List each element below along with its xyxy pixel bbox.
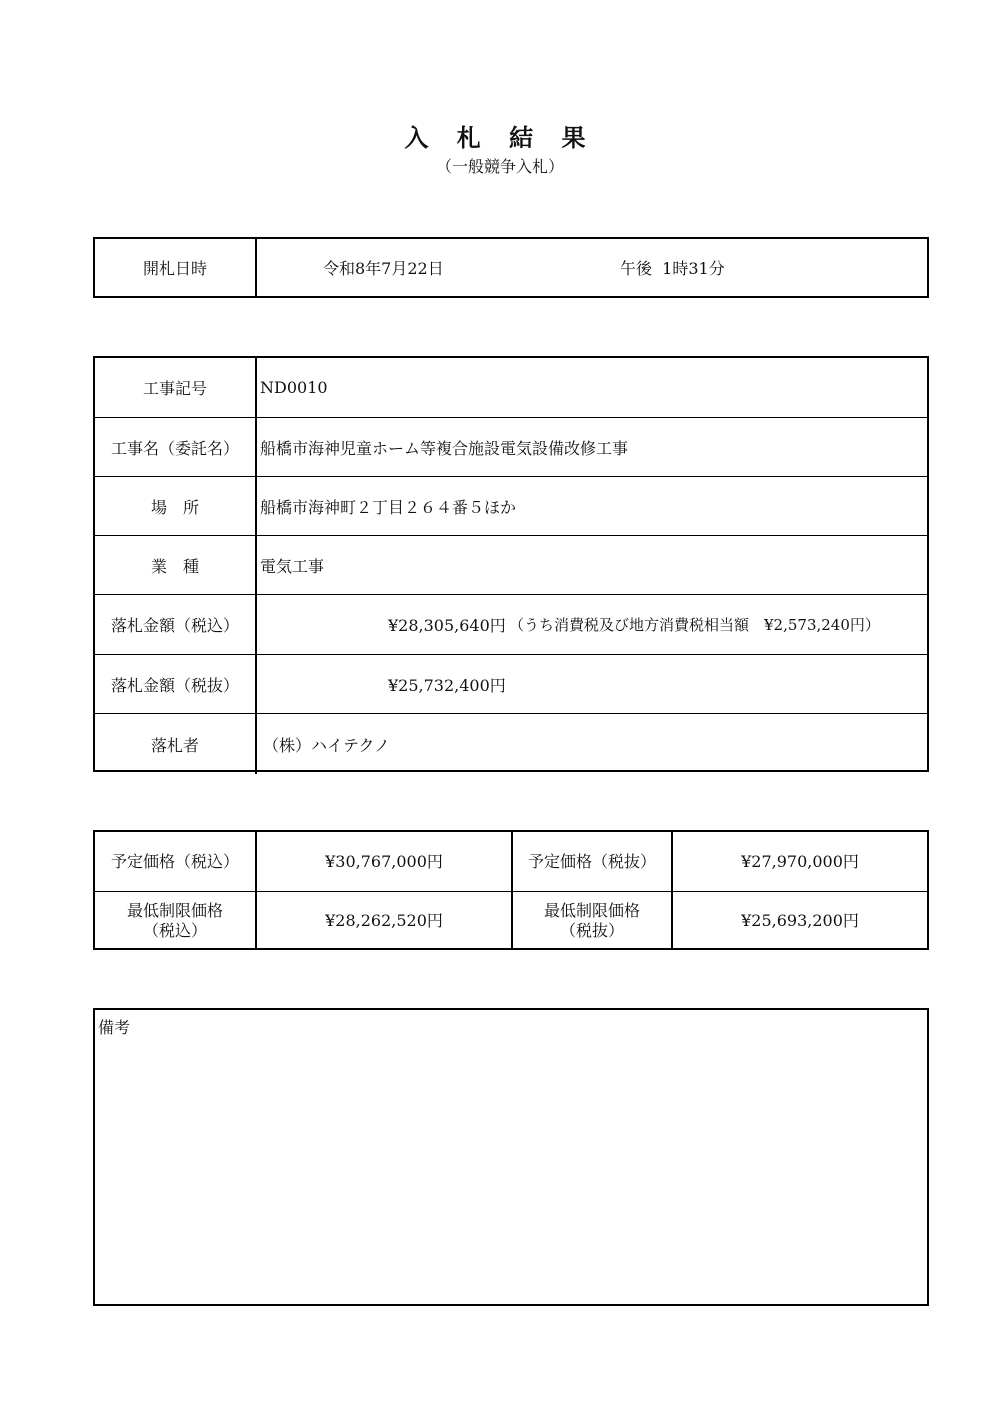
award-incl-tax-note: （うち消費税及び地方消費税相当額 ¥2,573,240円） (509, 616, 880, 634)
table-row-location (95, 477, 927, 536)
location-value: 船橋市海神町２丁目２６４番５ほか (260, 497, 517, 517)
table-row-winner (95, 714, 927, 774)
price-divider-2 (511, 832, 513, 948)
table-row-award-incl (95, 595, 927, 655)
award-excl-value (257, 655, 927, 713)
award-incl-label: 落札金額（税込） (95, 595, 257, 654)
price-divider-1 (255, 832, 257, 948)
winner-value: （株）ハイテクノ (263, 735, 391, 755)
planned-excl-label: 予定価格（税抜） (527, 851, 656, 871)
table-row-name (95, 418, 927, 477)
code-label: 工事記号 (95, 358, 257, 417)
planned-excl-value: ¥27,970,000円 (741, 851, 859, 871)
opening-datetime-table (93, 237, 929, 298)
planned-incl-value: ¥30,767,000円 (325, 851, 443, 871)
type-label: 業 種 (95, 536, 257, 594)
min-incl-label-line1: 最低制限価格 (126, 900, 223, 920)
winner-label: 落札者 (95, 714, 257, 774)
award-excl-amount: ¥25,732,400円 (388, 675, 506, 695)
min-incl-label-line2: （税込） (142, 920, 207, 940)
remarks-label: 備考 (98, 1018, 131, 1037)
min-excl-value: ¥25,693,200円 (741, 910, 859, 930)
table-row-award-excl (95, 655, 927, 714)
award-excl-label: 落札金額（税抜） (95, 655, 257, 713)
document-subtitle: （一般競争入札） (435, 157, 564, 176)
table-row-type (95, 536, 927, 595)
location-label: 場 所 (95, 477, 257, 535)
min-excl-label-line1: 最低制限価格 (543, 900, 640, 920)
min-incl-value: ¥28,262,520円 (325, 910, 443, 930)
price-table (93, 830, 929, 950)
opening-date-value (257, 239, 927, 296)
remarks-box (93, 1008, 929, 1306)
opening-date: 令和8年7月22日 (323, 259, 444, 278)
code-value: ND0010 (260, 378, 328, 397)
price-divider-3 (671, 832, 673, 948)
name-label: 工事名（委託名） (95, 418, 257, 476)
min-incl-label (95, 892, 255, 949)
name-value: 船橋市海神児童ホーム等複合施設電気設備改修工事 (260, 438, 629, 458)
table-row-code (95, 358, 927, 418)
opening-datetime-label: 開札日時 (95, 239, 257, 296)
opening-time: 午後 1時31分 (620, 259, 725, 278)
min-excl-label-line2: （税抜） (559, 920, 624, 940)
award-incl-value (257, 595, 927, 654)
document-title: 入 札 結 果 (404, 123, 596, 152)
project-info-table (93, 356, 929, 772)
award-incl-amount: ¥28,305,640円 (388, 616, 506, 635)
planned-incl-label: 予定価格（税込） (110, 851, 239, 871)
type-value: 電気工事 (260, 556, 325, 576)
min-excl-label (513, 892, 671, 949)
